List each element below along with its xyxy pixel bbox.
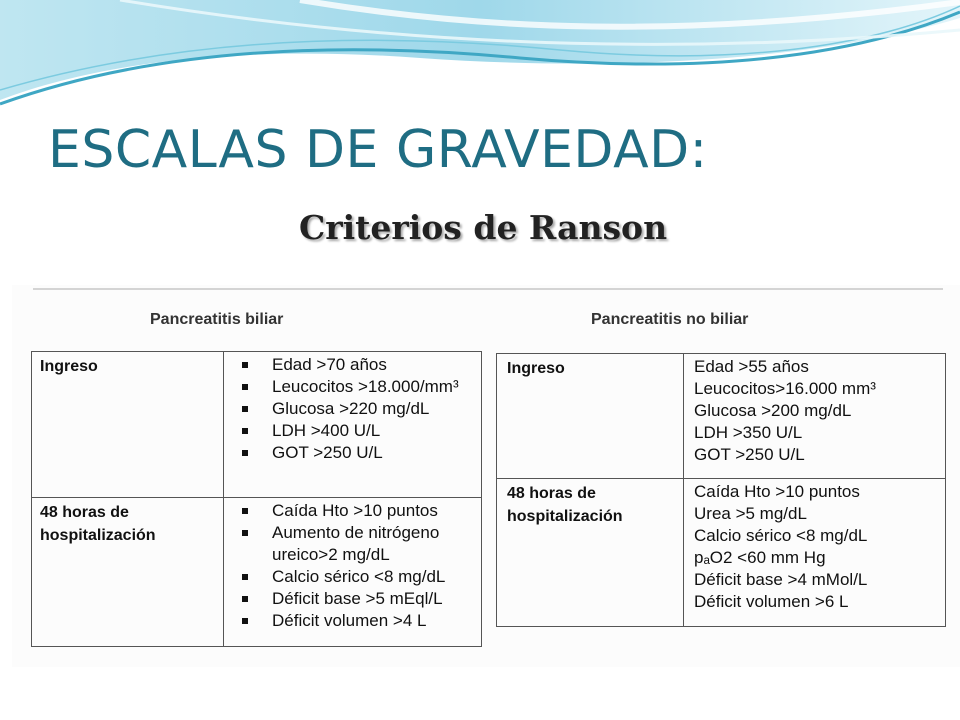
biliar-criteria-table: [31, 351, 482, 647]
48h-criteria-list: [694, 481, 945, 613]
list-item: Déficit base >5 mEql/L: [242, 588, 481, 610]
list-item: Glucosa >220 mg/dL: [242, 398, 481, 420]
list-item: Calcio sérico <8 mg/dL: [242, 566, 481, 588]
panel-divider: [33, 288, 943, 290]
list-item: LDH >400 U/L: [242, 420, 481, 442]
no-biliar-table-heading: Pancreatitis no biliar: [591, 311, 749, 328]
table-row: [497, 354, 946, 479]
list-item: Caída Hto >10 puntos: [242, 500, 481, 522]
list-item: Urea >5 mg/dL: [694, 504, 807, 523]
ingreso-label: Ingreso: [497, 354, 684, 479]
list-item: Glucosa >200 mg/dL: [694, 401, 852, 420]
list-item: Leucocitos>16.000 mm³: [694, 379, 876, 398]
table-row: [32, 352, 482, 498]
table-row: [32, 498, 482, 647]
list-item: LDH >350 U/L: [694, 423, 803, 442]
header-wave-decoration: [0, 0, 960, 110]
48h-label: 48 horas de hospitalización: [32, 498, 224, 647]
list-item: Déficit volumen >6 L: [694, 592, 849, 611]
list-item: Calcio sérico <8 mg/dL: [694, 526, 868, 545]
list-item: Edad >55 años: [694, 357, 809, 376]
list-item: GOT >250 U/L: [694, 445, 805, 464]
ingreso-label: Ingreso: [32, 352, 224, 498]
list-item: Edad >70 años: [242, 354, 481, 376]
list-item: Déficit base >4 mMol/L: [694, 570, 868, 589]
list-item: Caída Hto >10 puntos: [694, 482, 860, 501]
list-item: Leucocitos >18.000/mm³: [242, 376, 481, 398]
slide-subtitle: Criterios de Ranson: [298, 208, 668, 247]
ingreso-criteria-list: [694, 356, 945, 466]
ingreso-criteria-list: [242, 354, 481, 464]
48h-criteria-list: [242, 500, 481, 632]
biliar-table-heading: Pancreatitis biliar: [150, 311, 284, 328]
48h-label: 48 horas de hospitalización: [497, 479, 684, 627]
slide-title: ESCALAS DE GRAVEDAD:: [48, 120, 708, 180]
list-item: Déficit volumen >4 L: [242, 610, 481, 632]
no-biliar-criteria-table: [496, 353, 946, 627]
list-item: Aumento de nitrógeno ureico>2 mg/dL: [242, 522, 481, 566]
list-item: pₐO2 <60 mm Hg: [694, 548, 826, 567]
table-row: [497, 479, 946, 627]
list-item: GOT >250 U/L: [242, 442, 481, 464]
